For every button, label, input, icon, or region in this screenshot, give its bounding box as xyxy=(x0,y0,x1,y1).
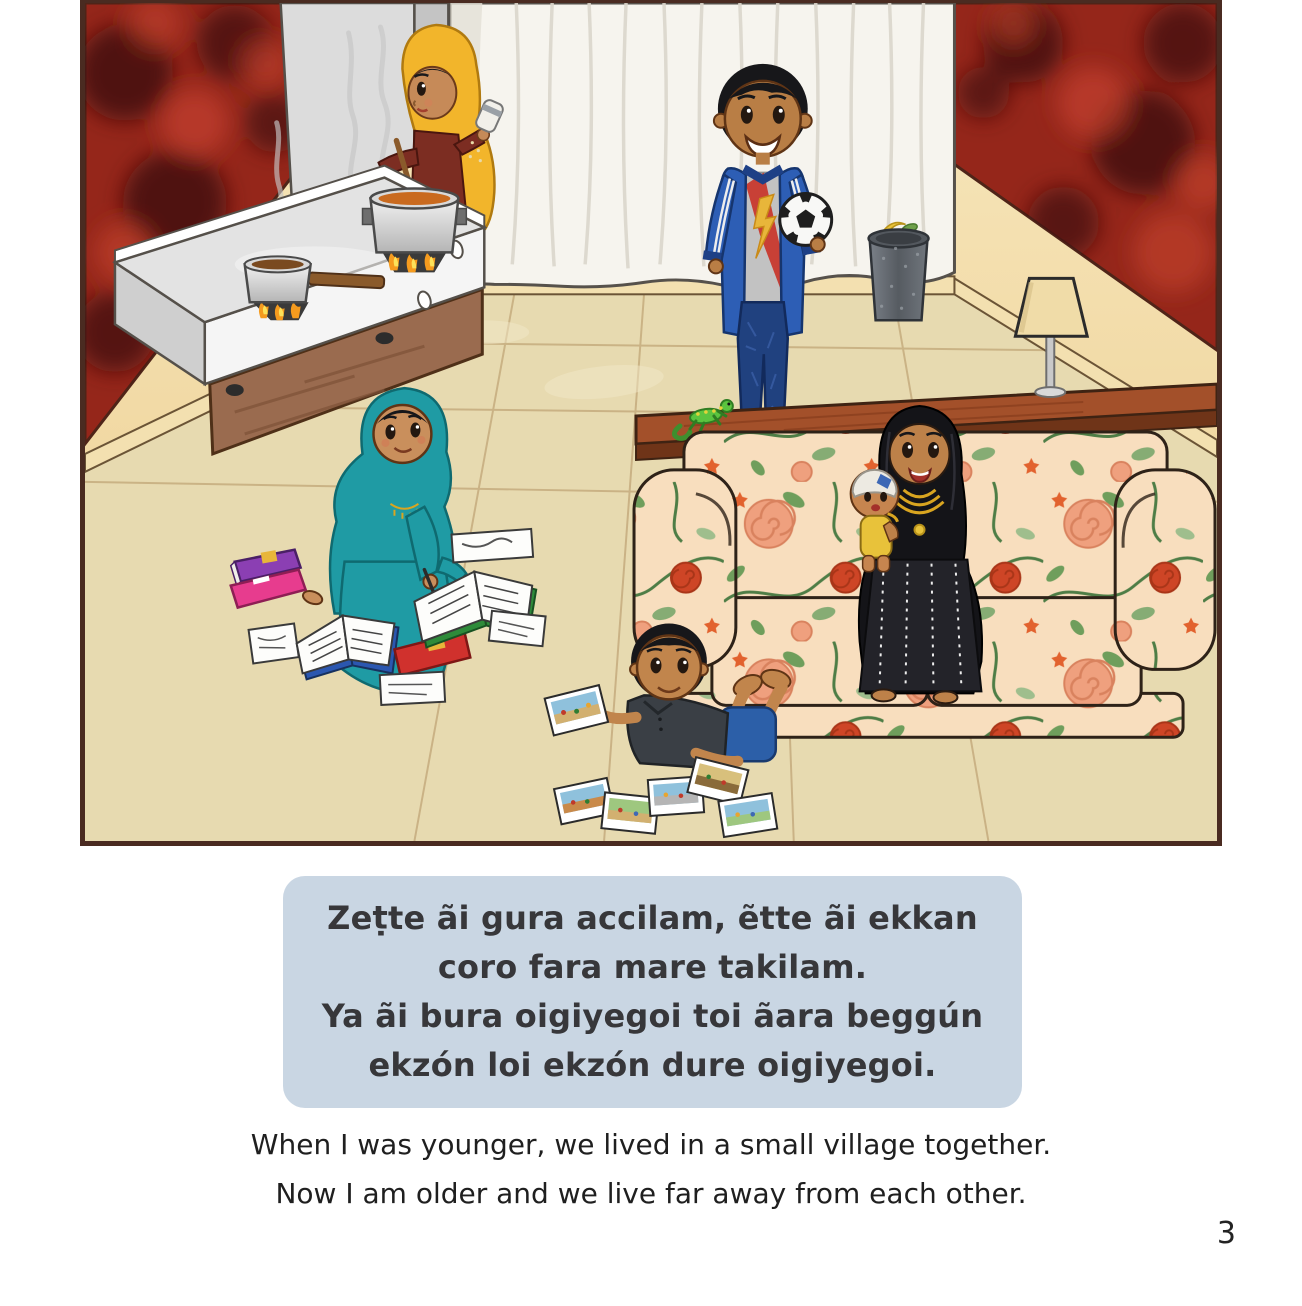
story-line-4: ekzón loi ekzón dure oigiyegoi. xyxy=(368,1046,937,1084)
story-line-1: Zeṭte ãi gura accilam, ẽtte ãi ekkan xyxy=(327,899,978,937)
english-line-2: Now I am older and we live far away from each other. xyxy=(275,1177,1027,1210)
story-line-2: coro fara mare takilam. xyxy=(437,948,868,986)
soccer-ball xyxy=(779,194,832,246)
page-number: 3 xyxy=(1216,1216,1236,1251)
story-line-3: Ya ãi bura oigiyegoi toi ãara beggún xyxy=(321,997,984,1035)
english-translation xyxy=(0,1120,1302,1218)
story-text-box xyxy=(283,876,1022,1108)
striped-skirt xyxy=(860,560,982,692)
sofa-arm-right xyxy=(1115,470,1215,670)
english-line-1: When I was younger, we lived in a small village together. xyxy=(250,1128,1052,1161)
family-scene-illustration xyxy=(85,3,1217,841)
illustration-frame xyxy=(80,0,1222,846)
trash-can xyxy=(869,222,929,320)
